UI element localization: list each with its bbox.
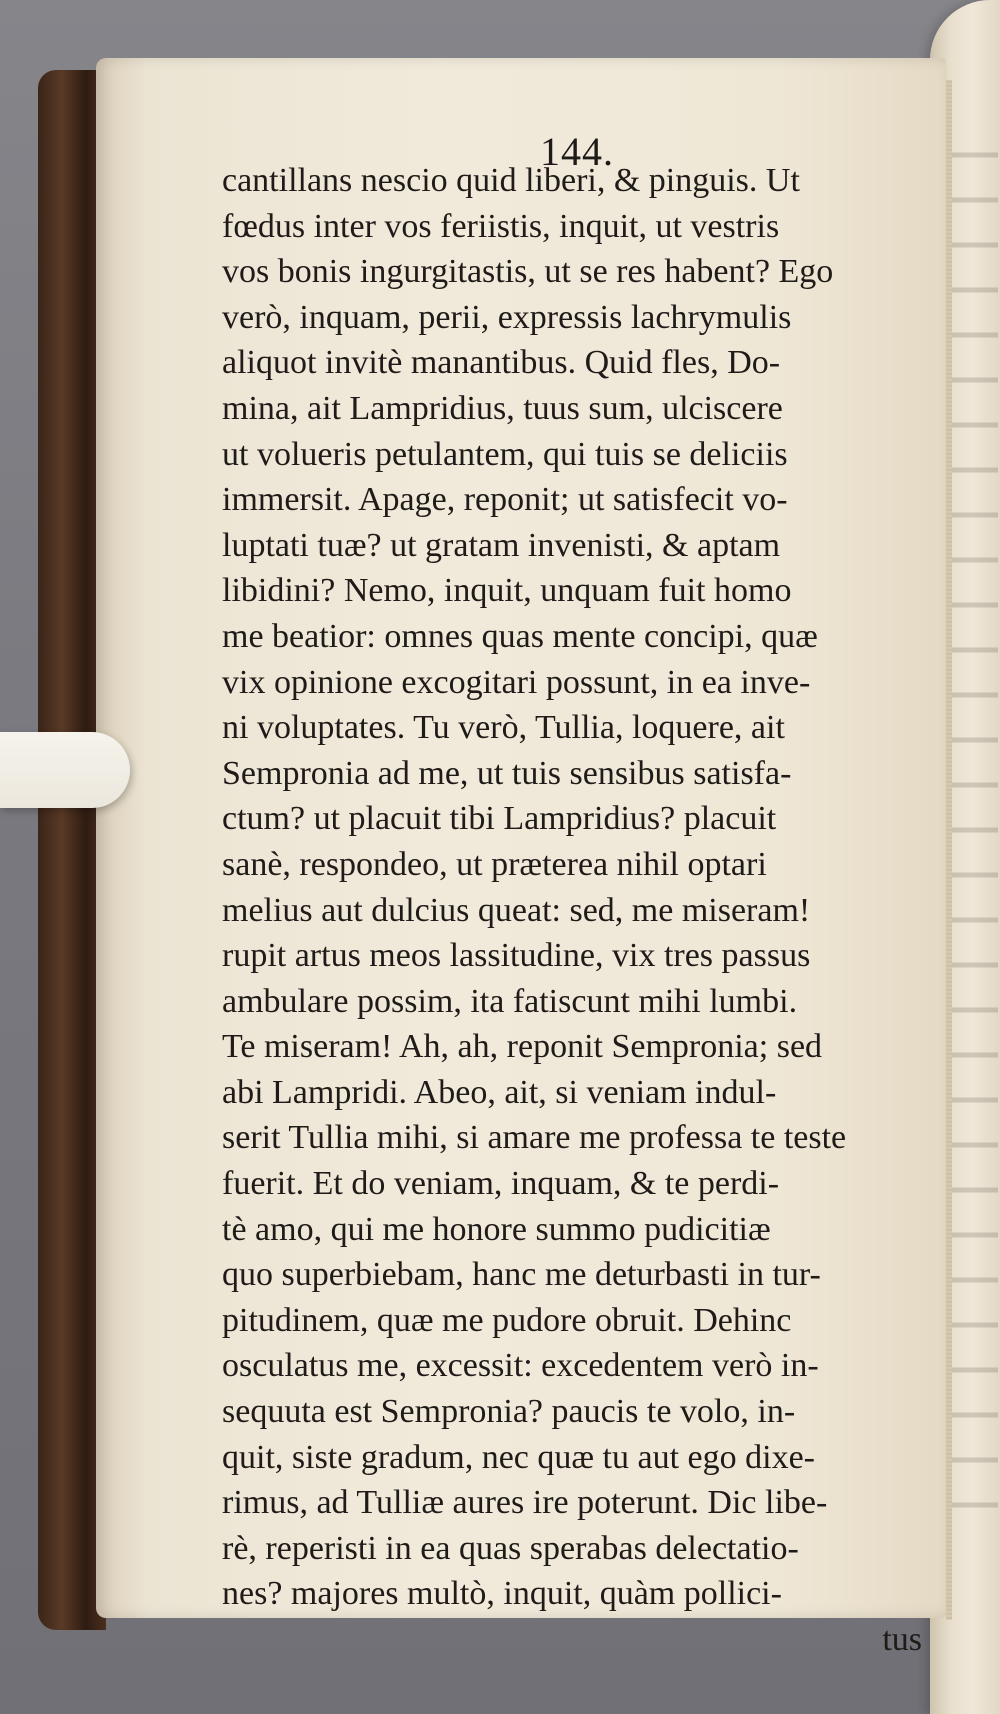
text-line: quit, siste gradum, nec quæ tu aut ego dixe-	[222, 1438, 815, 1476]
text-line: mina, ait Lampridius, tuus sum, ulciscere	[222, 389, 783, 427]
text-line: luptati tuæ? ut gratam invenisti, & aptam	[222, 526, 781, 564]
text-line: pitudinem, quæ me pudore obruit. Dehinc	[222, 1301, 792, 1339]
text-line: quo superbiebam, hanc me deturbasti in tur-	[222, 1256, 821, 1294]
text-line: vos bonis ingurgitastis, ut se res habent? Ego	[222, 253, 834, 291]
text-line: cantillans nescio quid liberi, & pinguis. Ut	[222, 162, 800, 199]
text-line: rimus, ad Tulliæ aures ire poterunt. Dic libe-	[222, 1484, 828, 1522]
text-line: serit Tullia mihi, si amare me professa te teste	[222, 1119, 847, 1157]
text-line: immersit. Apage, reponit; ut satisfecit vo-	[222, 481, 788, 519]
text-line: osculatus me, excessit: excedentem verò in-	[222, 1347, 819, 1385]
text-line: sanè, respondeo, ut præterea nihil optari	[222, 845, 767, 883]
text-line: aliquot invitè manantibus. Quid fles, Do-	[222, 344, 781, 382]
text-line: tè amo, qui me honore summo pudicitiæ	[222, 1210, 771, 1248]
text-line: Te miseram! Ah, ah, reponit Sempronia; sed	[222, 1028, 823, 1066]
text-line: melius aut dulcius queat: sed, me miseram!	[222, 891, 811, 929]
text-line: sequuta est Sempronia? paucis te volo, in-	[222, 1393, 796, 1431]
text-line: ut volueris petulantem, qui tuis se deliciis	[222, 435, 788, 473]
page-text	[222, 158, 922, 1663]
text-line: fuerit. Et do veniam, inquam, & te perdi-	[222, 1165, 780, 1203]
catchword: tus	[882, 1621, 922, 1658]
text-line: nes? majores multò, inquit, quàm pollici-	[222, 1575, 782, 1613]
page-holder-clip	[0, 732, 130, 808]
text-line: rupit artus meos lassitudine, vix tres passus	[222, 937, 811, 975]
text-line: verò, inquam, perii, expressis lachrymulis	[222, 298, 792, 336]
text-line: ambulare possim, ita fatiscunt mihi lumbi.	[222, 982, 798, 1020]
text-line: libidini? Nemo, inquit, unquam fuit homo	[222, 572, 792, 610]
text-line: fœdus inter vos feriistis, inquit, ut vestris	[222, 207, 780, 245]
text-line: Sempronia ad me, ut tuis sensibus satisfa-	[222, 754, 792, 792]
text-line: rè, reperisti in ea quas sperabas delectatio-	[222, 1529, 799, 1567]
page-edge-stack	[946, 80, 952, 1620]
text-line: ctum? ut placuit tibi Lampridius? placuit	[222, 800, 777, 838]
text-line: me beatior: omnes quas mente concipi, quæ	[222, 617, 818, 655]
text-line: ni voluptates. Tu verò, Tullia, loquere, ait	[222, 709, 785, 747]
text-line: abi Lampridi. Abeo, ait, si veniam indul-	[222, 1073, 777, 1111]
page-number: 144.	[540, 129, 614, 174]
text-line: vix opinione excogitari possunt, in ea inve-	[222, 663, 811, 701]
